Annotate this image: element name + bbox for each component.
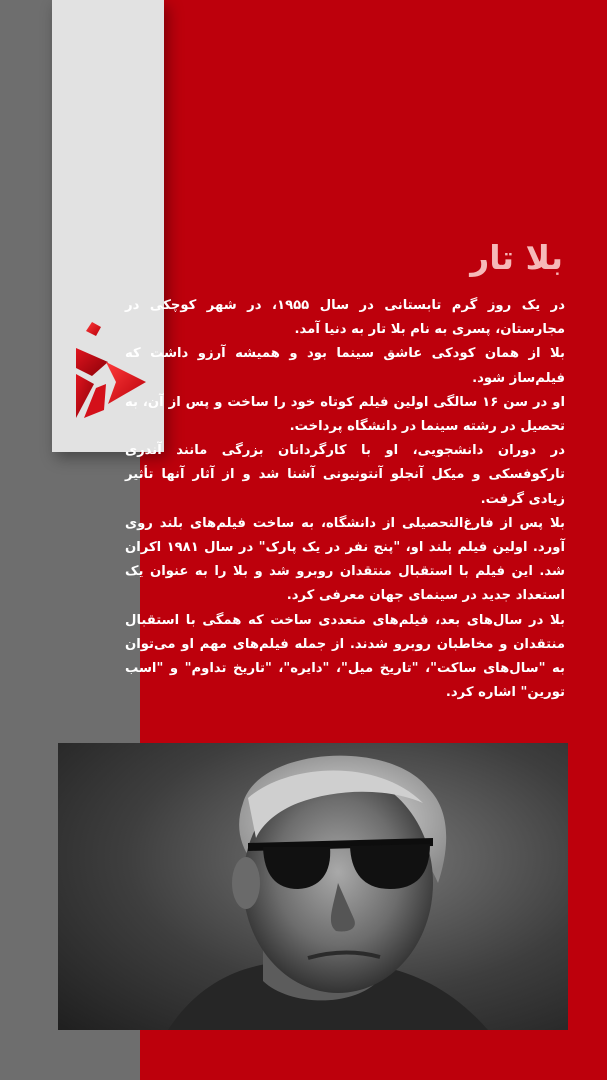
portrait-illustration xyxy=(58,743,568,1030)
portrait-photo xyxy=(58,743,568,1030)
bio-paragraph: بلا از همان کودکی عاشق سینما بود و همیشه آرزو داشت که فیلم‌ساز شود. xyxy=(125,346,565,386)
bio-paragraph: بلا پس از فارغ‌التحصیلی از دانشگاه، به ساخت فیلم‌های بلند روی آورد. اولین فیلم بلند او، "پنج نفر در یک پارک" در سال ۱۹۸۱ اکران شد. این فیلم با استقبال منتقدان روبرو شد و بلا را به عنوان یک استعداد جدید در سینمای جهان معرفی کرد. xyxy=(125,515,565,604)
page-title: بلا تار xyxy=(470,238,563,277)
bio-paragraph: در یک روز گرم تابستانی در سال ۱۹۵۵، در شهر کوچکی در مجارستان، پسری به نام بلا تار به دنیا آمد. xyxy=(125,298,565,338)
bio-paragraph: در دوران دانشجویی، او با کارگردانان بزرگی مانند آندری تارکوفسکی و میکل آنجلو آنتونیونی آشنا شد و از آثار آنها تأثیر زیادی گرفت. xyxy=(125,443,565,507)
bio-paragraph: او در سن ۱۶ سالگی اولین فیلم کوتاه خود را ساخت و پس از آن، به تحصیل در رشته سینما در دانشگاه پرداخت. xyxy=(125,394,565,435)
bio-paragraph: بلا در سال‌های بعد، فیلم‌های متعددی ساخت که همگی با استقبال منتقدان و مخاطبان روبرو شدند. از جمله فیلم‌های مهم او می‌توان به "سال‌های ساکت"، "تاریخ میل"، "دایره"، "تاریخ تداوم" و "اسب تورین" اشاره کرد. xyxy=(125,612,565,701)
biography-text xyxy=(125,294,565,705)
